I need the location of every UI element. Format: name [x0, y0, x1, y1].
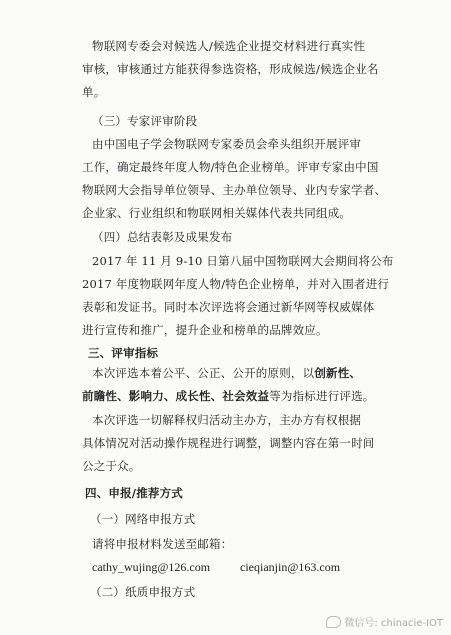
watermark [326, 614, 443, 629]
text-line: 审核，审核通过方能获得参选资格，形成候选/候选企业名 [82, 62, 379, 76]
section-heading: （三）专家评审阶段 [92, 114, 198, 128]
text-line: 单。 [82, 85, 106, 99]
text-line: 物联网专委会对候选人/候选企业提交材料进行真实性 [92, 39, 366, 53]
section-heading: （四）总结表彰及成果发布 [92, 230, 233, 244]
text-line: 具体情况对活动操作规程进行调整，调整内容在第一时间 [82, 436, 375, 450]
text-line: 本次评选一切解释权归活动主办方，主办方有权根据 [92, 413, 362, 427]
section-heading: 四、申报/推荐方式 [85, 486, 183, 500]
text-line: 请将申报材料发送至邮箱： [92, 537, 233, 551]
text-span: 等为指标进行评选。 [269, 389, 375, 403]
email-link-2[interactable]: cieqianjin@163.com [240, 560, 341, 574]
text-line: 物联网大会指导单位领导、主办单位领导、业内专家学者、 [82, 183, 387, 197]
bold-span: 前瞻性、影响力、成长性、社会效益 [82, 389, 270, 403]
watermark-text: 微信号: chinacie-IOT [344, 618, 443, 629]
bold-span: 创新性、 [314, 366, 362, 380]
section-heading: （一）网络申报方式 [90, 512, 196, 526]
text-span: 本次评选本着公平、公正、公开的原则，以 [92, 366, 315, 380]
email-link-1[interactable]: cathy_wujing@126.com [92, 560, 211, 574]
text-line [92, 366, 361, 381]
text-line: 进行宣传和推广，提升企业和榜单的品牌效应。 [82, 323, 328, 337]
text-line [82, 389, 375, 404]
text-line: 表彰和发证书。同时本次评选将会通过新华网等权威媒体 [82, 300, 375, 314]
text-line: 企业家、行业组织和物联网相关媒体代表共同组成。 [82, 206, 352, 220]
text-line: 公之于众。 [82, 459, 141, 473]
text-line: 工作，确定最终年度人物/特色企业榜单。评审专家由中国 [82, 160, 379, 174]
text-line: 2017 年 11 月 9-10 日第八届中国物联网大会期间将公布 [92, 254, 394, 268]
section-heading: （二）纸质申报方式 [90, 585, 196, 599]
wechat-icon [326, 616, 341, 628]
section-heading: 三、评审指标 [88, 346, 159, 360]
text-line: 由中国电子学会物联网专家委员会牵头组织开展评审 [92, 137, 362, 151]
text-line: 2017 年度物联网年度人物/特色企业榜单，并对入围者进行 [82, 277, 390, 291]
